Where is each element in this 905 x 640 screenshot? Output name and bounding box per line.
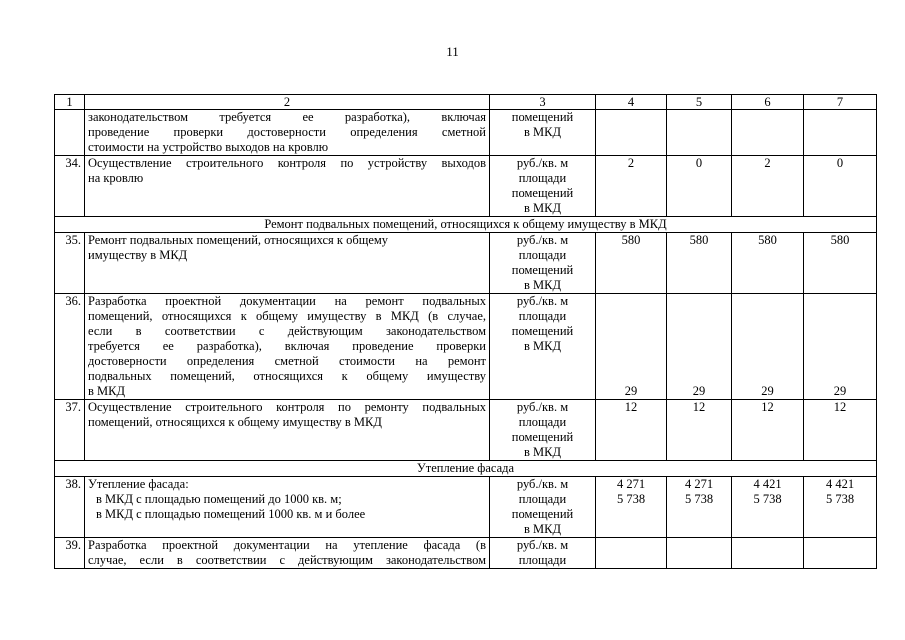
- unit-line: помещений: [511, 110, 574, 124]
- value-cell: [667, 538, 732, 569]
- value-large-area: 5 738: [684, 492, 714, 506]
- value-small-area: 4 421: [825, 477, 855, 491]
- row-unit: [490, 294, 596, 400]
- value-large-area: 5 738: [753, 492, 782, 506]
- unit-line: в МКД: [523, 278, 561, 292]
- row-number: 37.: [55, 400, 85, 461]
- value-cell: 580: [732, 233, 804, 294]
- header-cell-1: 1: [55, 95, 85, 110]
- unit-line: руб./кв. м: [516, 294, 569, 308]
- value-cell: 12: [667, 400, 732, 461]
- desc-line: помещений, относящихся к общему имуществу в МКД: [88, 415, 382, 429]
- value-cell: 29: [804, 294, 877, 400]
- desc-line: если в соответствии с действующим законодательством: [88, 324, 486, 338]
- value-small-area: 4 421: [753, 477, 782, 491]
- section-row-facade: [55, 461, 877, 477]
- section-heading: Утепление фасада: [55, 461, 877, 477]
- header-cell-3: 3: [490, 95, 596, 110]
- value-cell: 580: [804, 233, 877, 294]
- desc-line: случае, если в соответствии с действующим законодательством: [88, 553, 486, 567]
- section-heading: Ремонт подвальных помещений, относящихся к общему имуществу в МКД: [55, 217, 877, 233]
- unit-line: помещений: [511, 507, 574, 521]
- unit-line: руб./кв. м: [516, 233, 569, 247]
- desc-line: Осуществление строительного контроля по ремонту подвальных: [88, 400, 486, 414]
- section-row-basement: [55, 217, 877, 233]
- desc-line: Разработка проектной документации на утепление фасада (в: [88, 538, 486, 552]
- row-description: [85, 110, 490, 156]
- value-cell: [667, 477, 732, 538]
- value-cell: [596, 477, 667, 538]
- value-cell: [732, 110, 804, 156]
- unit-line: руб./кв. м: [516, 156, 569, 170]
- value-cell: 0: [804, 156, 877, 217]
- header-cell-2: 2: [85, 95, 490, 110]
- row-description: [85, 294, 490, 400]
- row-number: 36.: [55, 294, 85, 400]
- table-row-36: [55, 294, 877, 400]
- value-cell: 2: [596, 156, 667, 217]
- unit-line: в МКД: [523, 125, 561, 139]
- desc-line: Ремонт подвальных помещений, относящихся к общему: [88, 233, 389, 247]
- row-description: [85, 156, 490, 217]
- unit-line: площади: [518, 415, 567, 429]
- unit-line: площади: [518, 309, 567, 323]
- desc-line: проведение проверки достоверности определения сметной: [88, 125, 486, 139]
- row-number: 35.: [55, 233, 85, 294]
- header-cell-5: 5: [667, 95, 732, 110]
- table-row-39: [55, 538, 877, 569]
- value-cell: 580: [667, 233, 732, 294]
- value-cell: [596, 538, 667, 569]
- desc-line: в МКД: [88, 384, 126, 398]
- desc-line: требуется ее разработка), включая проведение проверки: [88, 339, 486, 353]
- row-number: [55, 110, 85, 156]
- desc-line: имуществу в МКД: [88, 248, 188, 262]
- unit-line: руб./кв. м: [516, 538, 569, 552]
- header-cell-6: 6: [732, 95, 804, 110]
- row-number: 34.: [55, 156, 85, 217]
- value-cell: [804, 110, 877, 156]
- row-unit: [490, 156, 596, 217]
- unit-line: в МКД: [523, 339, 561, 353]
- row-description: [85, 400, 490, 461]
- value-small-area: 4 271: [684, 477, 714, 491]
- desc-line: законодательством требуется ее разработка), включая: [88, 110, 486, 124]
- unit-line: в МКД: [523, 522, 561, 536]
- value-cell: 12: [596, 400, 667, 461]
- row-unit: [490, 538, 596, 569]
- unit-line: площади: [518, 492, 567, 506]
- value-cell: 29: [732, 294, 804, 400]
- value-cell: 12: [732, 400, 804, 461]
- tariff-table: [54, 94, 877, 569]
- desc-line: на кровлю: [88, 171, 144, 185]
- value-cell: [667, 110, 732, 156]
- row-unit: [490, 233, 596, 294]
- unit-line: площади: [518, 171, 567, 185]
- table-row-continuation: [55, 110, 877, 156]
- unit-line: помещений: [511, 263, 574, 277]
- table-row-35: [55, 233, 877, 294]
- desc-line: Утепление фасада:: [88, 477, 189, 491]
- row-number: 39.: [55, 538, 85, 569]
- unit-line: руб./кв. м: [516, 477, 569, 491]
- value-cell: 12: [804, 400, 877, 461]
- desc-line: достоверности определения сметной стоимости на ремонт: [88, 354, 486, 368]
- value-small-area: 4 271: [616, 477, 646, 491]
- row-description: [85, 233, 490, 294]
- value-cell: [596, 110, 667, 156]
- table-header-row: [55, 95, 877, 110]
- unit-line: в МКД: [523, 201, 561, 215]
- header-cell-4: 4: [596, 95, 667, 110]
- unit-line: руб./кв. м: [516, 400, 569, 414]
- unit-line: помещений: [511, 324, 574, 338]
- value-cell: 29: [596, 294, 667, 400]
- unit-line: помещений: [511, 430, 574, 444]
- value-cell: 29: [667, 294, 732, 400]
- value-cell: [804, 477, 877, 538]
- value-cell: [732, 538, 804, 569]
- table-row-37: [55, 400, 877, 461]
- desc-line: Разработка проектной документации на ремонт подвальных: [88, 294, 486, 308]
- row-number: 38.: [55, 477, 85, 538]
- desc-line: в МКД с площадью помещений 1000 кв. м и более: [96, 507, 366, 521]
- value-large-area: 5 738: [616, 492, 646, 506]
- value-cell: [804, 538, 877, 569]
- unit-line: площади: [518, 248, 567, 262]
- row-description: [85, 538, 490, 569]
- row-unit: [490, 110, 596, 156]
- desc-line: Осуществление строительного контроля по устройству выходов: [88, 156, 486, 170]
- desc-line: в МКД с площадью помещений до 1000 кв. м;: [96, 492, 342, 506]
- unit-line: помещений: [511, 186, 574, 200]
- desc-line: подвальных помещений, относящихся к общему имуществу: [88, 369, 486, 383]
- desc-line: стоимости на устройство выходов на кровлю: [88, 140, 329, 154]
- value-cell: [732, 477, 804, 538]
- page-number: 11: [446, 44, 459, 59]
- unit-line: в МКД: [523, 445, 561, 459]
- table-row-34: [55, 156, 877, 217]
- value-cell: 2: [732, 156, 804, 217]
- desc-line: помещений, относящихся к общему имуществу в МКД (в случае,: [88, 309, 486, 323]
- row-description: [85, 477, 490, 538]
- value-large-area: 5 738: [825, 492, 855, 506]
- row-unit: [490, 400, 596, 461]
- table-row-38: [55, 477, 877, 538]
- value-cell: 0: [667, 156, 732, 217]
- value-cell: 580: [596, 233, 667, 294]
- unit-line: площади: [518, 553, 567, 567]
- header-cell-7: 7: [804, 95, 877, 110]
- row-unit: [490, 477, 596, 538]
